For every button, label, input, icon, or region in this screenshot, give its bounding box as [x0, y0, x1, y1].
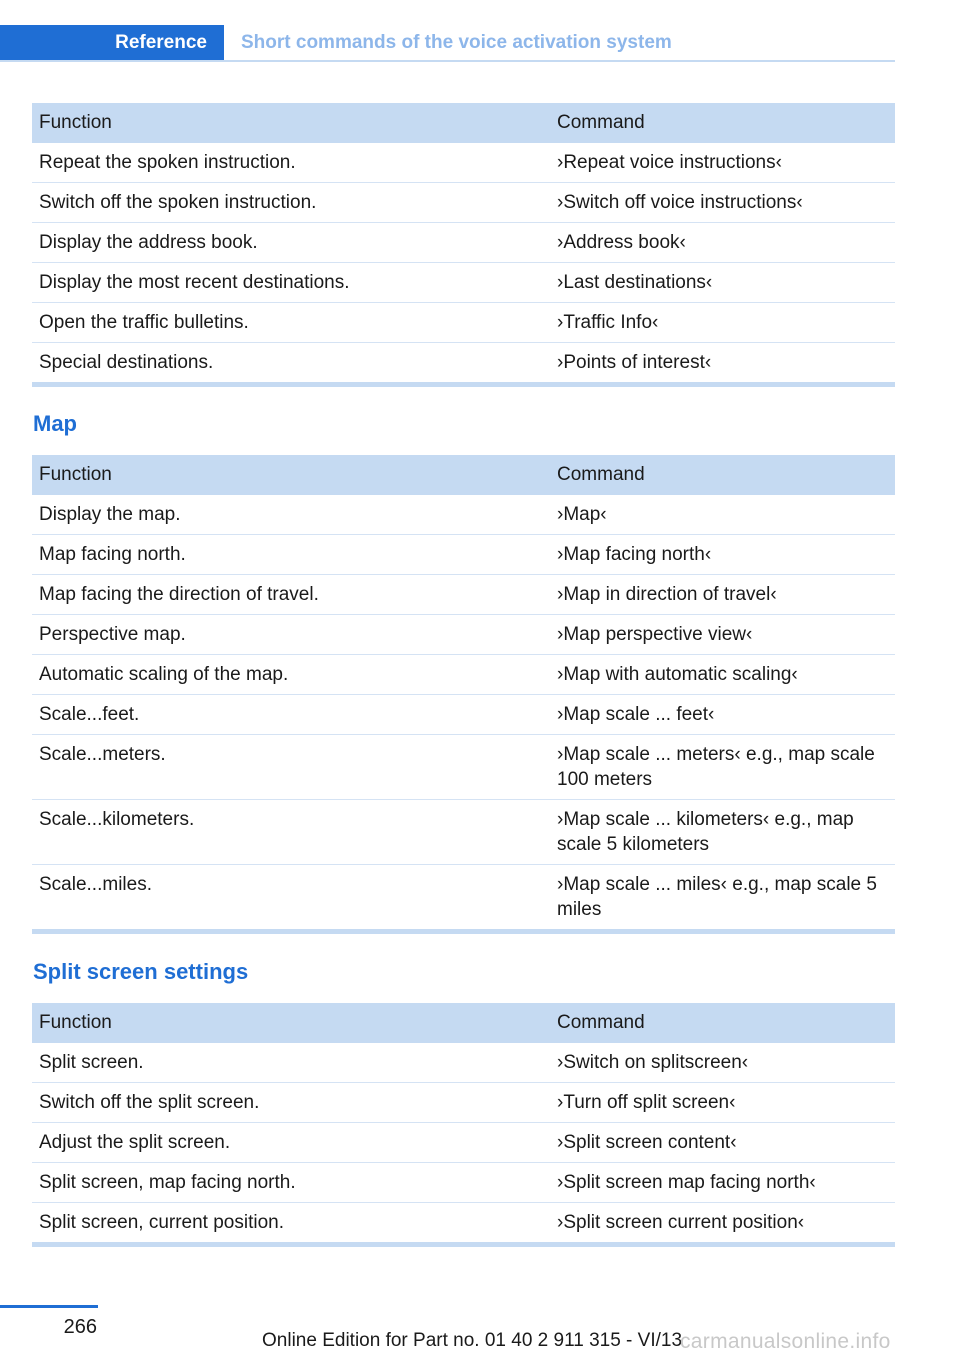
table-row [32, 1203, 895, 1242]
function-cell: Open the traffic bulletins. [39, 312, 249, 333]
command-cell: ›Split screen map facing north‹ [557, 1172, 816, 1193]
table-row [32, 1163, 895, 1203]
table-row [32, 575, 895, 615]
function-cell: Display the address book. [39, 232, 258, 253]
page-header [0, 25, 895, 62]
table-bottom-rule [32, 929, 895, 934]
command-cell: ›Switch on splitscreen‹ [557, 1052, 749, 1073]
command-cell: ›Points of interest‹ [557, 352, 712, 373]
command-cell: ›Map scale ... meters‹ e.g., map scale 100 meters [557, 744, 875, 790]
function-cell: Special destinations. [39, 352, 214, 373]
function-cell: Scale...feet. [39, 704, 140, 725]
command-cell: ›Traffic Info‹ [557, 312, 659, 333]
section-title-map: Map [33, 411, 77, 436]
table-header-row [32, 103, 895, 143]
command-cell: ›Map facing north‹ [557, 544, 712, 565]
function-cell: Split screen, current position. [39, 1212, 285, 1233]
function-cell: Map facing the direction of travel. [39, 584, 319, 605]
command-cell: ›Map with automatic scaling‹ [557, 664, 798, 685]
column-header-command: Command [557, 464, 645, 485]
function-cell: Scale...meters. [39, 744, 166, 765]
command-cell: ›Split screen content‹ [557, 1132, 737, 1153]
function-cell: Scale...miles. [39, 874, 152, 895]
table-row [32, 183, 895, 223]
table-row [32, 223, 895, 263]
function-cell: Adjust the split screen. [39, 1132, 231, 1153]
table-row [32, 495, 895, 535]
function-cell: Scale...kilometers. [39, 809, 195, 830]
column-header-function: Function [39, 464, 112, 485]
command-cell: ›Turn off split screen‹ [557, 1092, 736, 1113]
command-cell: ›Map‹ [557, 504, 607, 525]
command-cell: ›Map scale ... feet‹ [557, 704, 715, 725]
command-cell: ›Map scale ... kilometers‹ e.g., map scale 5 kilometers [557, 809, 854, 855]
navigation-commands-table [32, 103, 895, 387]
table-row [32, 343, 895, 382]
table-bottom-rule [32, 1242, 895, 1247]
column-header-command: Command [557, 1012, 645, 1033]
section-title-split-screen: Split screen settings [33, 959, 249, 984]
table-row [32, 735, 895, 800]
table-row [32, 143, 895, 183]
function-cell: Split screen, map facing north. [39, 1172, 296, 1193]
table-row [32, 695, 895, 735]
command-cell: ›Map in direction of travel‹ [557, 584, 777, 605]
table-row [32, 303, 895, 343]
function-cell: Split screen. [39, 1052, 144, 1073]
table-row [32, 615, 895, 655]
function-cell: Switch off the spoken instruction. [39, 192, 317, 213]
header-topic-label: Short commands of the voice activation system [241, 31, 672, 53]
map-commands-table [32, 455, 895, 934]
split-screen-commands-table [32, 1003, 895, 1247]
column-header-function: Function [39, 112, 112, 133]
table-header-row [32, 1003, 895, 1043]
table-row [32, 263, 895, 303]
command-cell: ›Split screen current position‹ [557, 1212, 805, 1233]
command-cell: ›Switch off voice instructions‹ [557, 192, 803, 213]
edition-label: Online Edition for Part no. 01 40 2 911 315 - VI/13 [262, 1330, 683, 1351]
function-cell: Automatic scaling of the map. [39, 664, 289, 685]
function-cell: Repeat the spoken instruction. [39, 152, 296, 173]
command-cell: ›Repeat voice instructions‹ [557, 152, 782, 173]
table-row [32, 865, 895, 929]
table-bottom-rule [32, 382, 895, 387]
column-header-function: Function [39, 1012, 112, 1033]
table-row [32, 800, 895, 865]
command-cell: ›Map scale ... miles‹ e.g., map scale 5 miles [557, 874, 877, 920]
table-row [32, 1123, 895, 1163]
function-cell: Display the map. [39, 504, 181, 525]
function-cell: Display the most recent destinations. [39, 272, 350, 293]
column-header-command: Command [557, 112, 645, 133]
command-cell: ›Last destinations‹ [557, 272, 713, 293]
table-row [32, 655, 895, 695]
table-row [32, 535, 895, 575]
page-number: 266 [63, 1316, 97, 1338]
table-header-row [32, 455, 895, 495]
command-cell: ›Map perspective view‹ [557, 624, 753, 645]
watermark: carmanualsonline.info [680, 1330, 891, 1353]
function-cell: Perspective map. [39, 624, 186, 645]
table-row [32, 1083, 895, 1123]
function-cell: Switch off the split screen. [39, 1092, 260, 1113]
header-section-label: Reference [0, 25, 224, 60]
page-number-rule [0, 1305, 98, 1308]
command-cell: ›Address book‹ [557, 232, 686, 253]
table-row [32, 1043, 895, 1083]
function-cell: Map facing north. [39, 544, 186, 565]
